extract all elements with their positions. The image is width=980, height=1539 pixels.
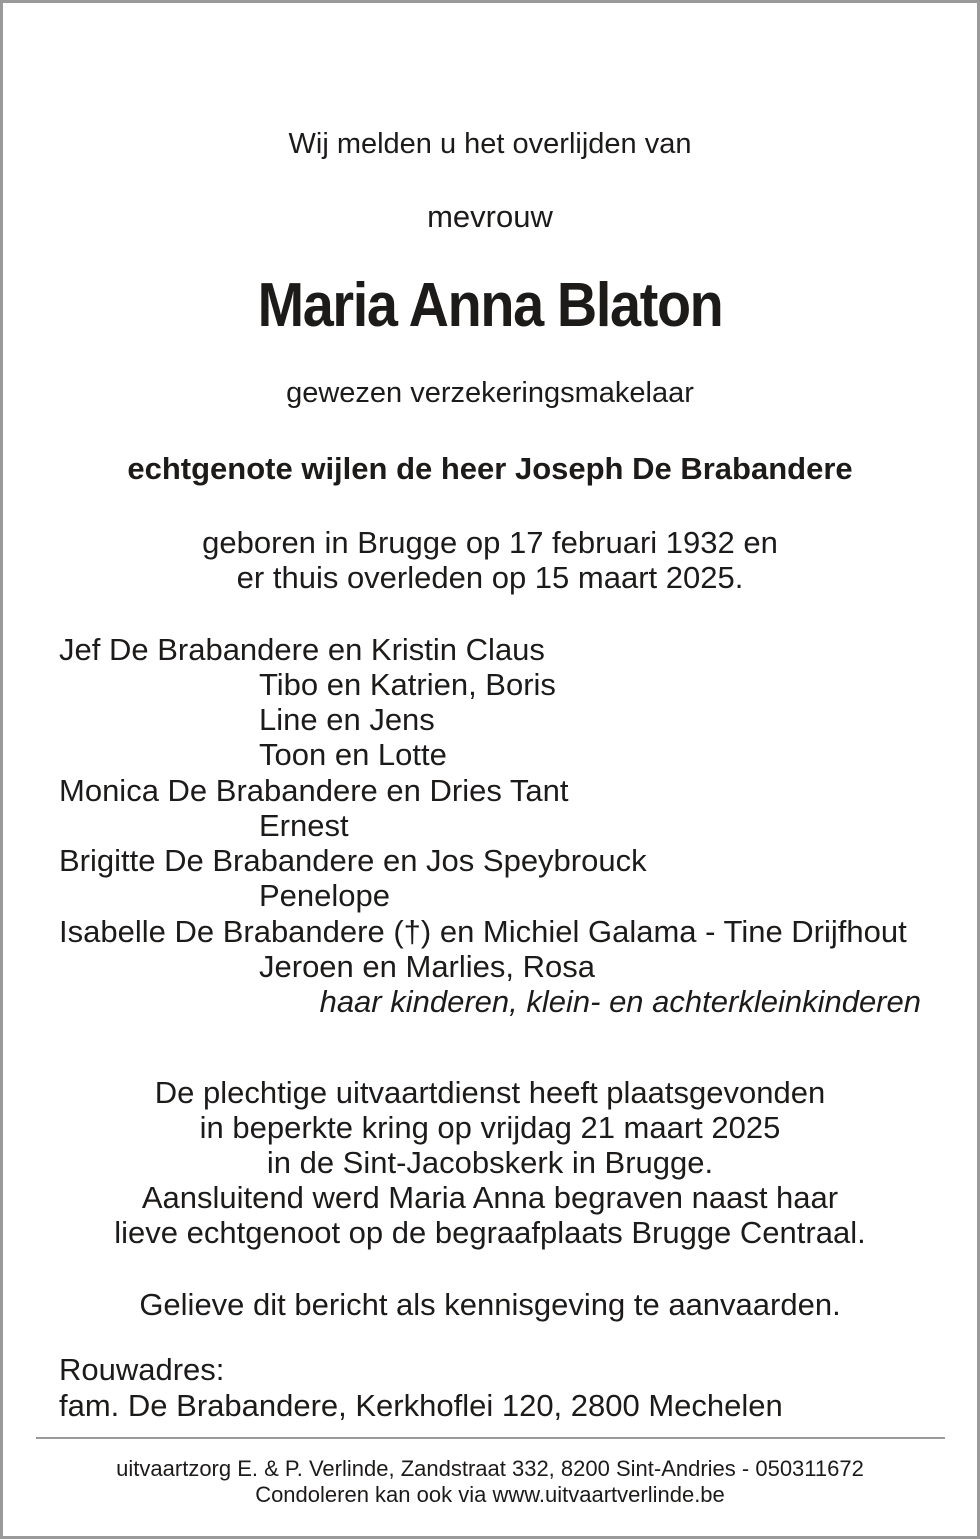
occupation: gewezen verzekeringsmakelaar (286, 377, 694, 409)
family-line-grandchildren: Ernest (259, 808, 349, 843)
family-line-child: Brigitte De Brabandere en Jos Speybrouck (59, 843, 647, 878)
address-label: Rouwadres: (59, 1352, 225, 1387)
condolence-website: Condoleren kan ook via www.uitvaartverlinde.be (255, 1482, 725, 1507)
funeral-line: Aansluitend werd Maria Anna begraven naast haar (141, 1180, 839, 1215)
mourning-address (59, 1352, 783, 1424)
family-line-grandchildren: Jeroen en Marlies, Rosa (259, 949, 595, 984)
address-value: fam. De Brabandere, Kerkhoflei 120, 2800 Mechelen (59, 1388, 783, 1423)
family-relation: haar kinderen, klein- en achterkleinkinderen (319, 984, 921, 1019)
birth-line-2: er thuis overleden op 15 maart 2025. (236, 560, 744, 595)
family-line-grandchildren: Line en Jens (259, 702, 435, 737)
footer-divider (36, 1437, 945, 1439)
funeral-line: lieve echtgenoot op de begraafplaats Brugge Centraal. (114, 1215, 866, 1250)
funeral-line: De plechtige uitvaartdienst heeft plaatsgevonden (154, 1075, 826, 1110)
funeral-details (3, 1075, 977, 1250)
funeral-line: in de Sint-Jacobskerk in Brugge. (266, 1145, 714, 1180)
birth-death-details (3, 525, 977, 595)
funeral-home-contact: uitvaartzorg E. & P. Verlinde, Zandstraat 332, 8200 Sint-Andries - 050311672 (116, 1456, 864, 1481)
family-line-grandchildren: Toon en Lotte (259, 737, 447, 772)
family-line-grandchildren: Tibo en Katrien, Boris (259, 667, 556, 702)
honorific: mevrouw (427, 199, 553, 234)
family-line-child: Jef De Brabandere en Kristin Claus (59, 632, 545, 667)
funeral-home-footer (3, 1456, 977, 1508)
intro-text: Wij melden u het overlijden van (288, 128, 692, 160)
family-line-child: Isabelle De Brabandere (†) en Michiel Galama - Tine Drijfhout (59, 914, 907, 949)
family-line-child: Monica De Brabandere en Dries Tant (59, 773, 569, 808)
deceased-name: Maria Anna Blaton (257, 271, 723, 340)
family-list (3, 632, 977, 1024)
birth-line-1: geboren in Brugge op 17 februari 1932 en (202, 525, 778, 560)
funeral-line: in beperkte kring op vrijdag 21 maart 2025 (199, 1110, 781, 1145)
acceptance-request: Gelieve dit bericht als kennisgeving te aanvaarden. (139, 1287, 841, 1322)
family-line-grandchildren: Penelope (259, 878, 391, 913)
spouse-line: echtgenote wijlen de heer Joseph De Brabandere (127, 451, 853, 486)
